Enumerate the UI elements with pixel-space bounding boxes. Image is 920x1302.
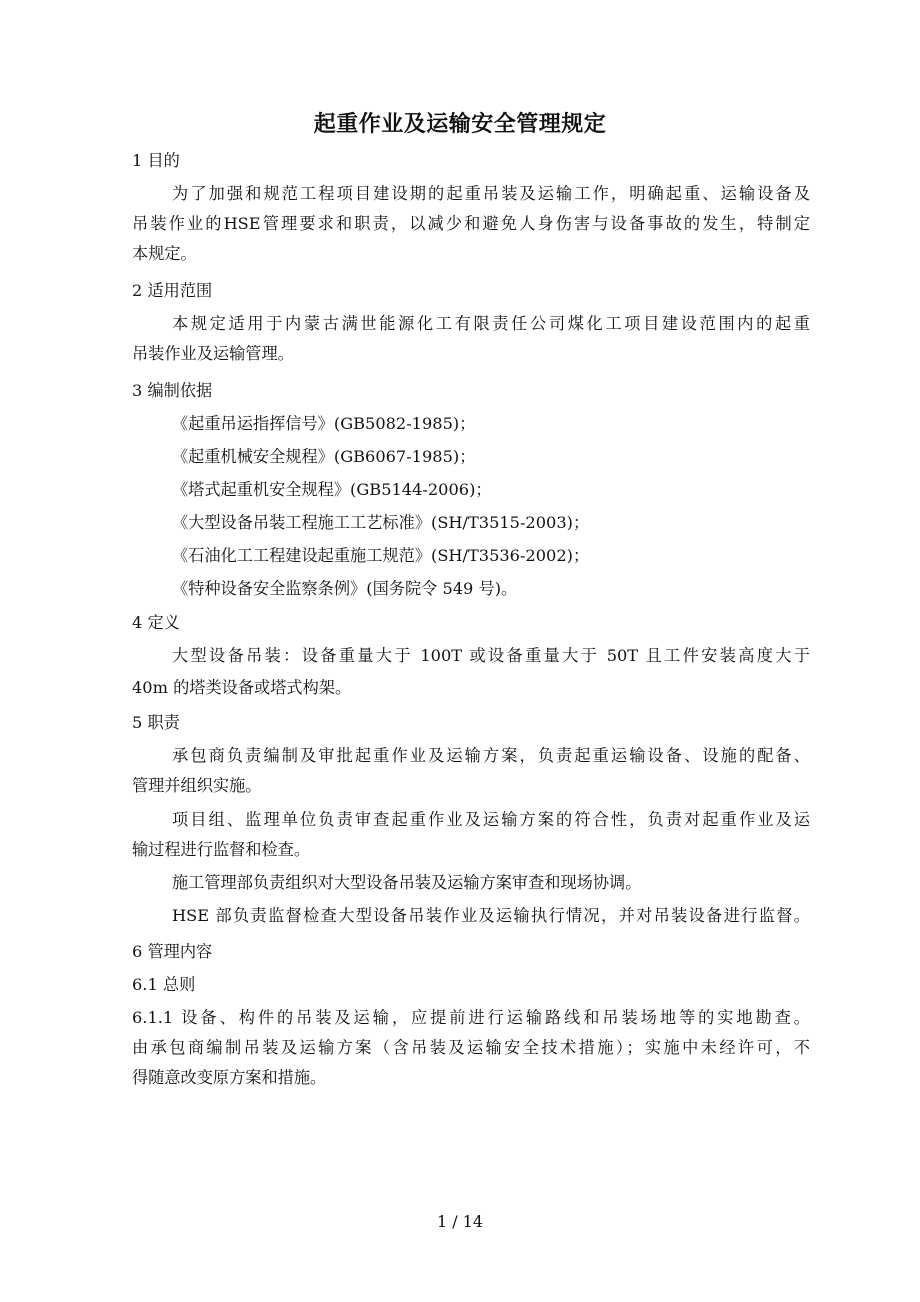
section-2-heading: 2 适用范围 (132, 281, 213, 300)
section-6-1-heading: 6.1 总则 (132, 975, 196, 994)
section-4-paragraph-line: 40m 的塔类设备或塔式构架。 (132, 678, 352, 697)
section-1-paragraph-line: 吊装作业的HSE管理要求和职责，以减少和避免人身伤害与设备事故的发生，特制定 (132, 214, 810, 233)
section-5-paragraph-line: 承包商负责编制及审批起重作业及运输方案，负责起重运输设备、设施的配备、 (172, 746, 810, 765)
section-4-paragraph-line: 大型设备吊装：设备重量大于 100T 或设备重量大于 50T 且工件安装高度大于 (172, 646, 810, 665)
reference-item: 《起重吊运指挥信号》(GB5082-1985)； (172, 414, 476, 433)
reference-item: 《大型设备吊装工程施工工艺标准》(SH/T3515-2003)； (172, 513, 590, 532)
section-5-paragraph-line: HSE 部负责监督检查大型设备吊装作业及运输执行情况，并对吊装设备进行监督。 (172, 906, 810, 925)
section-6-heading: 6 管理内容 (132, 942, 213, 961)
clause-6-1-1-line: 6.1.1 设备、构件的吊装及运输，应提前进行运输路线和吊装场地等的实地勘查。 (132, 1008, 810, 1027)
clause-6-1-1-line: 得随意改变原方案和措施。 (132, 1068, 327, 1087)
reference-item: 《塔式起重机安全规程》(GB5144-2006)； (172, 480, 492, 499)
reference-item: 《特种设备安全监察条例》(国务院令 549 号)。 (172, 579, 518, 598)
section-5-paragraph-line: 输过程进行监督和检查。 (132, 840, 311, 859)
clause-6-1-1-line: 由承包商编制吊装及运输方案（含吊装及运输安全技术措施）；实施中未经许可，不 (132, 1038, 810, 1057)
section-1-paragraph-line: 为了加强和规范工程项目建设期的起重吊装及运输工作，明确起重、运输设备及 (172, 184, 810, 203)
section-1-paragraph-line: 本规定。 (132, 244, 197, 263)
document-title: 起重作业及运输安全管理规定 (313, 112, 607, 137)
section-5-paragraph-line: 施工管理部负责组织对大型设备吊装及运输方案审查和现场协调。 (172, 873, 642, 892)
section-3-heading: 3 编制依据 (132, 381, 213, 400)
section-2-paragraph-line: 本规定适用于内蒙古满世能源化工有限责任公司煤化工项目建设范围内的起重 (172, 314, 810, 333)
page-number: 1 / 14 (436, 1212, 484, 1231)
reference-item: 《石油化工工程建设起重施工规范》(SH/T3536-2002)； (172, 546, 590, 565)
section-5-paragraph-line: 项目组、监理单位负责审查起重作业及运输方案的符合性，负责对起重作业及运 (172, 810, 810, 829)
section-4-heading: 4 定义 (132, 613, 180, 632)
section-2-paragraph-line: 吊装作业及运输管理。 (132, 344, 294, 363)
section-1-heading: 1 目的 (132, 151, 180, 170)
section-5-paragraph-line: 管理并组织实施。 (132, 776, 262, 795)
reference-item: 《起重机械安全规程》(GB6067-1985)； (172, 447, 476, 466)
section-5-heading: 5 职责 (132, 713, 180, 732)
